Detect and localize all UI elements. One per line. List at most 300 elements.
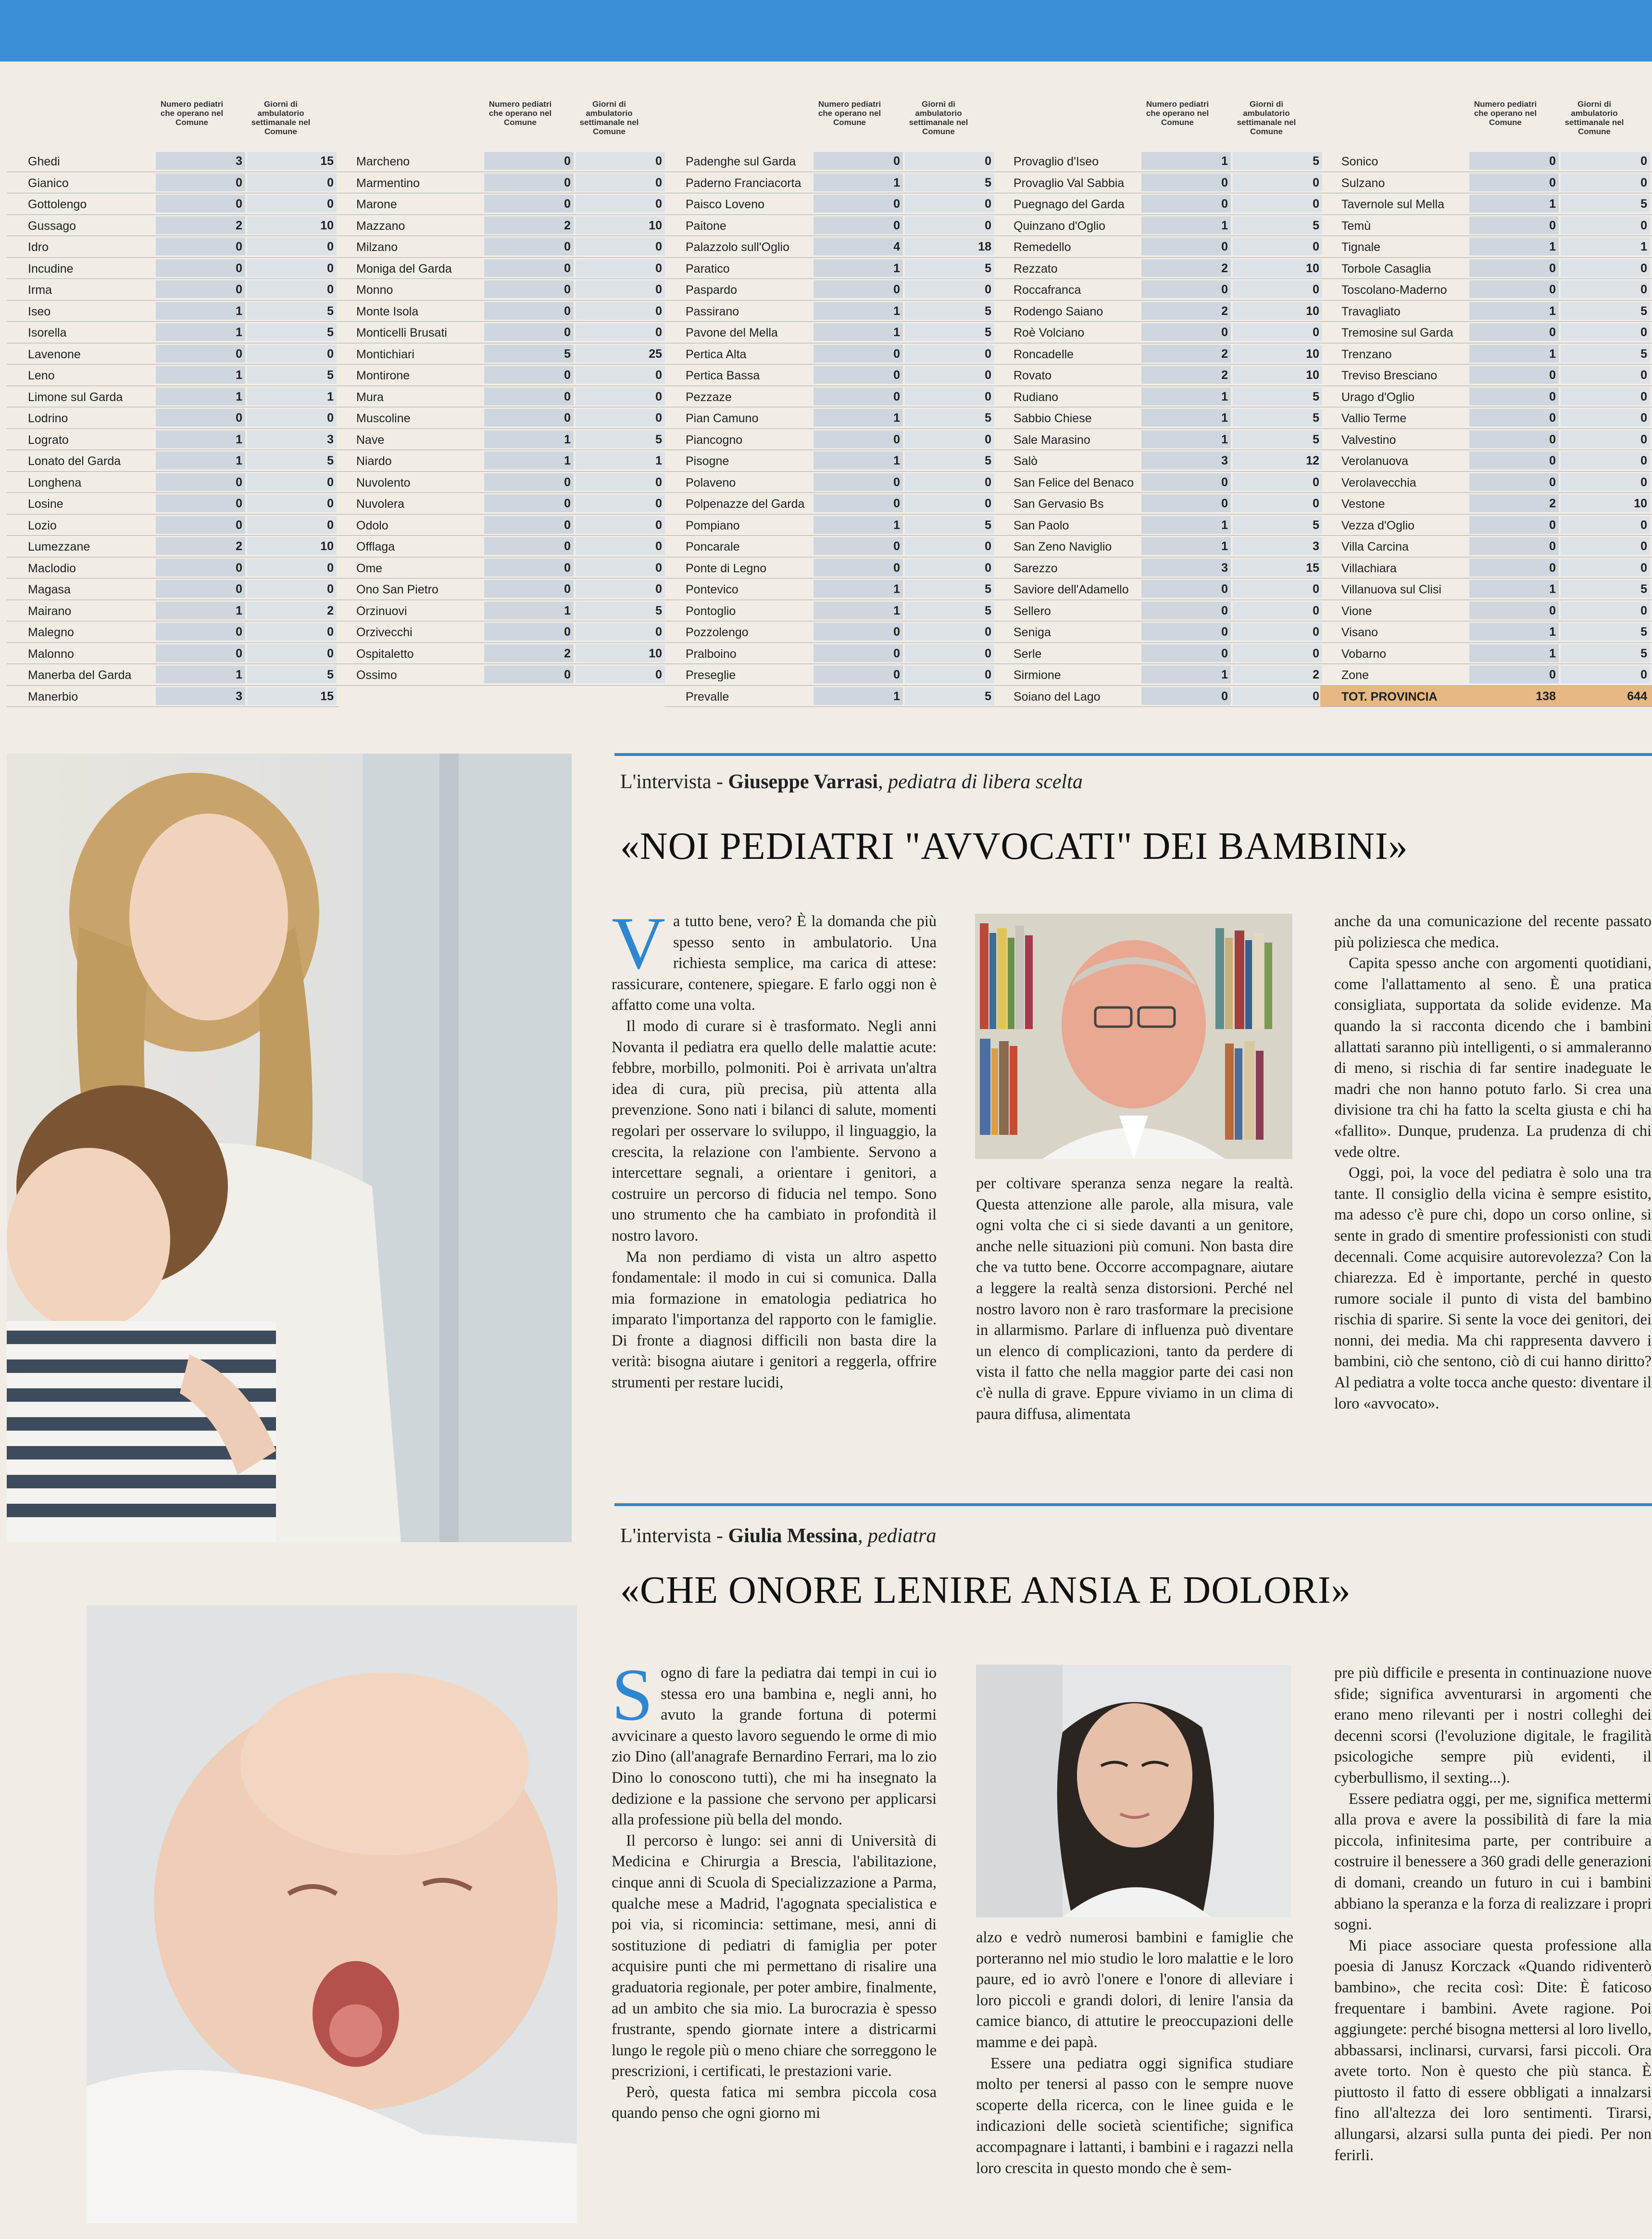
comune-name: Lozio <box>28 518 57 532</box>
comune-name: Vezza d'Oglio <box>1341 518 1415 532</box>
giorni-ambulatorio-value: 0 <box>655 411 662 425</box>
table-row <box>664 279 996 301</box>
top-color-band <box>0 0 1652 62</box>
table-row <box>335 258 667 279</box>
table-header <box>7 94 338 151</box>
table-row <box>664 365 996 386</box>
numero-pediatri-value: 0 <box>1549 540 1556 553</box>
numero-pediatri-value: 1 <box>893 518 900 532</box>
table-row <box>992 450 1324 472</box>
giorni-ambulatorio-value: 0 <box>1313 475 1319 489</box>
comune-name: Sabbio Chiese <box>1014 412 1092 425</box>
article2-dropcap: S <box>612 1653 653 1736</box>
giorni-ambulatorio-value: 0 <box>1313 240 1319 253</box>
article1-col3: anche da una comunicazione del recente passato più poliziesca che medica. Capita spesso anche con argomenti quotidiani, come l'allattamento al seno. È una pratica consigliata, supportata da solide evidenze. Ma quando la si racconta dicendo che i bambini allattati saranno più intelligenti, o si ammaleranno di meno, si rischia di far sentire inadeguate le madri che non hanno potuto farlo. Si crea una divisione tra chi ha fatto la scelta giusta e chi ha «fallito». Dunque, prudenza. La prudenza di chi vede oltre. Oggi, poi, la voce del pediatra è solo una tra tante. Il consiglio della vicina è sempre esistito, ma adesso c'è pure chi, dopo un corso online, si sente in grado di smentire professionisti con studi decennali. Come acquisire autorevolezza? Con la chiarezza. Ed è importante, perché in questo rumore sociale il punto di vista del bambino rischia di sparire. Si sente la voce dei genitori, dei nonni, dei media. Ma chi rappresenta davvero i bambini, ciò che sentono, ciò di cui hanno diritto? Al pediatra a volte tocca anche questo: diventare il loro «avvocato». <box>1334 913 1652 1412</box>
comune-name: Ossimo <box>356 668 397 682</box>
numero-pediatri-value: 1 <box>1221 432 1228 446</box>
varrasi-portrait <box>975 914 1292 1159</box>
giorni-ambulatorio-value: 5 <box>985 176 991 189</box>
comune-name: Padenghe sul Garda <box>686 155 796 168</box>
table-row <box>335 322 667 343</box>
comune-name: Sirmione <box>1014 668 1061 682</box>
numero-pediatri-value: 0 <box>893 154 900 168</box>
giorni-ambulatorio-value: 0 <box>655 475 662 489</box>
table-row <box>1320 193 1652 215</box>
comune-name: Muscoline <box>356 412 411 425</box>
numero-pediatri-value: 0 <box>1549 218 1556 232</box>
table-row <box>664 664 996 686</box>
comune-name: Gussago <box>28 219 76 233</box>
numero-pediatri-value: 2 <box>1221 347 1228 361</box>
comune-name: Paspardo <box>686 283 738 297</box>
comune-name: Idro <box>28 240 49 254</box>
numero-pediatri-value: 0 <box>564 540 571 553</box>
giorni-ambulatorio-value: 10 <box>320 218 334 232</box>
giorni-ambulatorio-value: 0 <box>655 668 662 681</box>
table-total-row <box>1320 686 1652 707</box>
comune-name: Lumezzane <box>28 540 90 553</box>
table-row <box>7 643 338 665</box>
giorni-ambulatorio-value: 0 <box>655 154 662 168</box>
numero-pediatri-value: 0 <box>1549 368 1556 382</box>
comune-name: Gianico <box>28 176 69 190</box>
numero-pediatri-value: 0 <box>1549 176 1556 189</box>
numero-pediatri-value: 0 <box>1549 390 1556 403</box>
numero-pediatri-value: 3 <box>236 689 242 703</box>
giorni-ambulatorio-value: 0 <box>985 646 991 660</box>
table-row <box>664 515 996 536</box>
comune-name: Temù <box>1341 219 1371 233</box>
table-row <box>335 407 667 429</box>
table-row <box>335 579 667 600</box>
numero-pediatri-value: 1 <box>236 304 242 318</box>
article2-col2: alzo e vedrò numerosi bambini e famiglie che porteranno nel mio studio le loro malattie e le loro paure, ed io avrò l'onere e l'onore di alleviare i loro piccoli e grandi dolori, di lenire l'ansia da camice bianco, di attutire le preoccupazioni delle mamme e dei papà. Essere una pediatra oggi significa studiare molto per tenersi al passo con le sempre nuove scoperte della ricerca, con le linee guida e le indicazioni delle società scientifiche; significa accompagnare i lattanti, i bambini e i ragazzi nella loro crescita in questo mondo che è sem- <box>976 1929 1293 2177</box>
comune-name: Salò <box>1014 454 1038 468</box>
table-row <box>335 450 667 472</box>
numero-pediatri-value: 0 <box>564 326 571 339</box>
giorni-ambulatorio-value: 5 <box>1313 154 1319 168</box>
giorni-ambulatorio-value: 5 <box>985 604 991 617</box>
table-row <box>7 151 338 172</box>
numero-pediatri-value: 0 <box>564 368 571 382</box>
giorni-ambulatorio-value: 0 <box>655 176 662 189</box>
giorni-ambulatorio-value: 0 <box>985 432 991 446</box>
numero-pediatri-value: 0 <box>236 176 242 189</box>
article1-col2: per coltivare speranza senza negare la realtà. Questa attenzione alle parole, alla misura, vale ogni volta che ci si siede davanti a un genitore, anche nelle situazioni più comuni. Non basta dire che va tutto bene. Occorre accompagnare, aiutare a leggere la realtà senza distorsioni. Perché nel nostro lavoro non è raro trasformare la precisione in allarmismo. Parlare di influenza può diventare un elenco di complicazioni, tanto da perdere di vista il fatto che nella maggior parte dei casi non c'è nulla di grave. Eppure viviamo in un clima di paura diffusa, alimentata <box>976 1175 1293 1423</box>
table-row <box>1320 600 1652 622</box>
article1-rule <box>614 753 1652 756</box>
numero-pediatri-value: 1 <box>893 326 900 339</box>
messina-portrait <box>976 1665 1291 1917</box>
article2-col1: S ogno di fare la pediatra dai tempi in cui io stessa ero una bambina e, negli anni, ho avuto la grande fortuna di potermi avvicinare a questo lavoro seguendo le orme di mio zio Dino (all'anagrafe Bernardino Ferrari, ma lo zio Dino lo conoscono tutti), che mi ha insegnato la dedizione e la passione che servono per applicarsi alla professione più bella del mondo. Il percorso è lungo: sei anni di Università di Medicina e Chirurgia a Brescia, l'abilitazione, cinque anni di Scuola di Specializzazione a Parma, qualche mese a Madrid, l'agognata specialistica e poi via, si ricomincia: settimane, mesi, anni di sostituzione di pediatri di famiglia per poter acquisire punti che mi permettano di risalire una graduatoria regionale, per poter ambire, finalmente, ad un ambito che sia mio. La burocrazia è spesso frustrante, spendo giornate intere a districarmi lungo le regole più o meno chiare che sorreggono le prescrizioni, i certificati, le prestazioni varie. Però, questa fatica mi sembra piccola cosa quando penso che ogni giorno mi <box>612 1653 937 2122</box>
numero-pediatri-value: 1 <box>564 604 571 617</box>
table-row <box>335 215 667 237</box>
table-row <box>335 279 667 301</box>
comune-name: Travagliato <box>1341 304 1401 318</box>
table-row <box>992 151 1324 172</box>
table-row <box>335 557 667 579</box>
comune-name: Pozzolengo <box>686 626 749 639</box>
giorni-ambulatorio-value: 10 <box>649 646 662 660</box>
giorni-ambulatorio-value: 0 <box>327 261 334 275</box>
table-row <box>335 343 667 365</box>
comune-name: Mura <box>356 390 384 404</box>
comune-name: Roccafranca <box>1014 283 1081 297</box>
comune-name: San Zeno Naviglio <box>1014 540 1112 553</box>
table-row <box>7 600 338 622</box>
numero-pediatri-value: 2 <box>1221 368 1228 382</box>
comune-name: San Paolo <box>1014 518 1069 532</box>
comune-name: Provaglio d'Iseo <box>1014 155 1099 168</box>
giorni-ambulatorio-value: 5 <box>1640 646 1647 660</box>
giorni-ambulatorio-value: 5 <box>327 368 334 382</box>
giorni-ambulatorio-value: 1 <box>1640 240 1647 253</box>
numero-pediatri-value: 0 <box>236 475 242 489</box>
table-row <box>664 236 996 258</box>
comune-name: Pavone del Mella <box>686 326 778 340</box>
numero-pediatri-value: 1 <box>236 390 242 403</box>
comune-name: Villa Carcina <box>1341 540 1409 553</box>
giorni-ambulatorio-value: 0 <box>985 561 991 575</box>
numero-pediatri-value: 0 <box>564 283 571 296</box>
giorni-ambulatorio-value: 5 <box>1313 518 1319 532</box>
comune-name: Pralboino <box>686 647 737 661</box>
article2-headline: «CHE ONORE LENIRE ANSIA E DOLORI» <box>620 1569 1351 1611</box>
numero-pediatri-value: 0 <box>1549 154 1556 168</box>
table-row <box>664 493 996 515</box>
comune-name: Toscolano-Maderno <box>1341 283 1447 297</box>
comune-name: Trenzano <box>1341 347 1392 361</box>
table-row <box>992 172 1324 194</box>
table-row <box>992 557 1324 579</box>
giorni-ambulatorio-value: 0 <box>1640 411 1647 425</box>
numero-pediatri-value: 0 <box>1549 261 1556 275</box>
numero-pediatri-value: 0 <box>893 218 900 232</box>
table-row <box>664 151 996 172</box>
comune-name: Zone <box>1341 668 1369 682</box>
comune-name: Seniga <box>1014 626 1051 639</box>
comune-name: Polaveno <box>686 476 736 490</box>
comune-name: Rudiano <box>1014 390 1059 404</box>
comune-name: Montirone <box>356 369 410 382</box>
comune-name: Iseo <box>28 304 51 318</box>
numero-pediatri-value: 1 <box>1221 411 1228 425</box>
giorni-ambulatorio-value: 5 <box>1313 390 1319 403</box>
comune-name: Vallio Terme <box>1341 412 1407 425</box>
giorni-ambulatorio-value: 5 <box>1640 582 1647 596</box>
numero-pediatri-value: 2 <box>236 540 242 553</box>
table-row <box>7 236 338 258</box>
table-row <box>335 515 667 536</box>
comune-name: Longhena <box>28 476 82 490</box>
comune-name: Marcheno <box>356 155 410 168</box>
table-row <box>335 301 667 322</box>
giorni-ambulatorio-value: 10 <box>320 540 334 553</box>
numero-pediatri-value: 3 <box>1221 561 1228 575</box>
table-row <box>664 472 996 493</box>
giorni-ambulatorio-value: 0 <box>1640 518 1647 532</box>
header-numero-pediatri: Numero pediatri che operano nel Comune <box>1474 100 1537 127</box>
giorni-ambulatorio-value: 0 <box>655 390 662 403</box>
giorni-ambulatorio-value: 5 <box>985 411 991 425</box>
giorni-ambulatorio-value: 0 <box>655 368 662 382</box>
giorni-ambulatorio-value: 5 <box>985 518 991 532</box>
numero-pediatri-value: 0 <box>236 582 242 596</box>
giorni-ambulatorio-value: 2 <box>327 604 334 617</box>
comune-name: Monte Isola <box>356 304 419 318</box>
comune-name: Roncadelle <box>1014 347 1074 361</box>
table-row <box>7 493 338 515</box>
table-row <box>664 643 996 665</box>
table-row <box>992 365 1324 386</box>
giorni-ambulatorio-value: 10 <box>1306 347 1319 361</box>
comune-name: Lograto <box>28 433 69 447</box>
giorni-ambulatorio-value: 0 <box>1640 176 1647 189</box>
comune-name: Monno <box>356 283 393 297</box>
header-numero-pediatri: Numero pediatri che operano nel Comune <box>818 100 881 127</box>
numero-pediatri-value: 0 <box>1221 326 1228 339</box>
table-row <box>1320 664 1652 686</box>
numero-pediatri-value: 0 <box>893 390 900 403</box>
giorni-ambulatorio-value: 12 <box>1306 454 1319 467</box>
table-row <box>664 686 996 707</box>
giorni-ambulatorio-value: 25 <box>649 347 662 361</box>
numero-pediatri-value: 1 <box>1221 540 1228 553</box>
numero-pediatri-value: 0 <box>564 497 571 510</box>
giorni-ambulatorio-value: 0 <box>1313 283 1319 296</box>
numero-pediatri-value: 0 <box>236 197 242 211</box>
comune-name: Villanuova sul Clisi <box>1341 583 1441 596</box>
numero-pediatri-value: 0 <box>1221 582 1228 596</box>
numero-pediatri-value: 0 <box>893 668 900 681</box>
table-row <box>664 557 996 579</box>
table-row <box>992 600 1324 622</box>
comune-name: Pian Camuno <box>686 412 759 425</box>
numero-pediatri-value: 1 <box>893 411 900 425</box>
comune-name: Sellero <box>1014 604 1051 618</box>
numero-pediatri-value: 0 <box>236 497 242 510</box>
numero-pediatri-value: 0 <box>564 304 571 318</box>
giorni-ambulatorio-value: 0 <box>1640 475 1647 489</box>
header-numero-pediatri: Numero pediatri che operano nel Comune <box>1146 100 1209 127</box>
comune-name: Pontoglio <box>686 604 736 618</box>
numero-pediatri-value: 0 <box>893 646 900 660</box>
giorni-ambulatorio-value: 0 <box>1313 197 1319 211</box>
table-row <box>335 386 667 408</box>
numero-pediatri-value: 0 <box>893 368 900 382</box>
numero-pediatri-value: 0 <box>564 390 571 403</box>
table-row <box>1320 515 1652 536</box>
numero-pediatri-value: 1 <box>236 432 242 446</box>
table-row <box>992 493 1324 515</box>
giorni-ambulatorio-value: 10 <box>1306 304 1319 318</box>
table-row <box>992 301 1324 322</box>
giorni-ambulatorio-value: 0 <box>327 240 334 253</box>
numero-pediatri-value: 0 <box>236 625 242 639</box>
table-row <box>992 407 1324 429</box>
giorni-ambulatorio-value: 5 <box>327 668 334 681</box>
numero-pediatri-value: 1 <box>893 604 900 617</box>
giorni-ambulatorio-value: 5 <box>985 689 991 703</box>
numero-pediatri-value: 1 <box>564 432 571 446</box>
table-row <box>335 172 667 194</box>
giorni-ambulatorio-value: 15 <box>320 154 334 168</box>
giorni-ambulatorio-value: 0 <box>985 668 991 681</box>
table-row <box>992 536 1324 557</box>
table-row <box>335 151 667 172</box>
numero-pediatri-value: 1 <box>236 604 242 617</box>
numero-pediatri-value: 0 <box>564 154 571 168</box>
comune-name: Vione <box>1341 604 1372 618</box>
table-row <box>1320 172 1652 194</box>
table-row <box>664 215 996 237</box>
comune-name: Verolavecchia <box>1341 476 1416 490</box>
table-row <box>7 429 338 451</box>
numero-pediatri-value: 0 <box>1221 497 1228 510</box>
giorni-ambulatorio-value: 0 <box>327 497 334 510</box>
giorni-ambulatorio-value: 15 <box>1306 561 1319 575</box>
numero-pediatri-value: 2 <box>236 218 242 232</box>
numero-pediatri-value: 1 <box>1549 625 1556 639</box>
numero-pediatri-value: 2 <box>1221 261 1228 275</box>
table-row <box>1320 643 1652 665</box>
giorni-ambulatorio-value: 0 <box>655 561 662 575</box>
table-row <box>335 536 667 557</box>
comune-name: Montichiari <box>356 347 414 361</box>
giorni-ambulatorio-value: 15 <box>320 689 334 703</box>
numero-pediatri-value: 0 <box>564 561 571 575</box>
numero-pediatri-value: 1 <box>1549 347 1556 361</box>
giorni-ambulatorio-value: 5 <box>985 261 991 275</box>
giorni-ambulatorio-value: 5 <box>985 582 991 596</box>
table-row <box>992 236 1324 258</box>
giorni-ambulatorio-value: 0 <box>1313 604 1319 617</box>
giorni-ambulatorio-value: 0 <box>655 261 662 275</box>
table-row <box>992 429 1324 451</box>
comune-name: Treviso Bresciano <box>1341 369 1438 382</box>
table-row <box>1320 429 1652 451</box>
numero-pediatri-value: 2 <box>1221 304 1228 318</box>
table-row <box>7 450 338 472</box>
numero-pediatri-value: 0 <box>236 283 242 296</box>
numero-pediatri-value: 1 <box>1221 154 1228 168</box>
giorni-ambulatorio-value: 0 <box>985 475 991 489</box>
numero-pediatri-value: 1 <box>1221 390 1228 403</box>
numero-pediatri-value: 1 <box>893 454 900 467</box>
giorni-ambulatorio-value: 0 <box>655 497 662 510</box>
table-row <box>664 322 996 343</box>
comune-name: Quinzano d'Oglio <box>1014 219 1106 233</box>
table-row <box>7 557 338 579</box>
comune-name: Limone sul Garda <box>28 390 123 404</box>
comune-name: Magasa <box>28 583 71 596</box>
giorni-ambulatorio-value: 0 <box>327 347 334 361</box>
table-row <box>7 686 338 707</box>
comune-name: Pisogne <box>686 454 729 468</box>
table-row <box>992 664 1324 686</box>
comune-name: Gottolengo <box>28 198 87 211</box>
numero-pediatri-value: 0 <box>236 347 242 361</box>
table-row <box>664 343 996 365</box>
numero-pediatri-value: 1 <box>1549 197 1556 211</box>
comune-name: Piancogno <box>686 433 743 447</box>
table-row <box>7 515 338 536</box>
numero-pediatri-value: 1 <box>564 454 571 467</box>
numero-pediatri-value: 0 <box>893 197 900 211</box>
giorni-ambulatorio-value: 0 <box>327 582 334 596</box>
comune-name: Puegnago del Garda <box>1014 198 1125 211</box>
table-row <box>7 386 338 408</box>
giorni-ambulatorio-value: 0 <box>1640 454 1647 467</box>
table-row <box>664 536 996 557</box>
numero-pediatri-value: 0 <box>1221 625 1228 639</box>
numero-pediatri-value: 0 <box>236 261 242 275</box>
table-row <box>1320 365 1652 386</box>
giorni-ambulatorio-value: 0 <box>655 540 662 553</box>
table-row <box>992 472 1324 493</box>
comune-name: Leno <box>28 369 55 382</box>
table-row <box>7 343 338 365</box>
table-row <box>335 600 667 622</box>
giorni-ambulatorio-value: 0 <box>1313 176 1319 189</box>
table-row <box>992 322 1324 343</box>
table-row <box>992 686 1324 707</box>
comune-name: Maclodio <box>28 561 76 575</box>
table-row <box>1320 279 1652 301</box>
table-row <box>664 429 996 451</box>
numero-pediatri-value: 0 <box>564 518 571 532</box>
giorni-ambulatorio-value: 0 <box>1313 497 1319 510</box>
giorni-ambulatorio-value: 5 <box>327 454 334 467</box>
giorni-ambulatorio-value: 5 <box>1313 218 1319 232</box>
article1-col1: V a tutto bene, vero? È la domanda che più spesso sento in ambulatorio. Una richiesta semplice, ma carica di attese: rassicurare, contenere, spiegare. E farlo oggi non è affatto come una volta. Il modo di curare si è trasformato. Negli anni Novanta il pediatra era quello delle malattie acute: febbre, morbillo, polmoniti. Poi è arrivata un'altra idea di cura, più precisa, più attenta alla prevenzione. Sono nati i bilanci di salute, momenti regolari per osservare lo sviluppo, il linguaggio, la crescita, la relazione con l'ambiente. Servono a intercettare segnali, a orientare i genitori, a costruire un percorso di fiducia nel tempo. Sono uno strumento che ha cambiato in profondità il nostro lavoro. Ma non perdiamo di vista un altro aspetto fondamentale: il modo in cui si comunica. Dalla mia formazione in ematologia pediatrica ho imparato l'importanza del rapporto con le famiglie. Di fronte a diagnosi difficili non basta dire la verità: bisogna aiutare i genitori a reggerla, offrire strumenti per restare lucidi, <box>612 902 937 1392</box>
numero-pediatri-value: 0 <box>564 582 571 596</box>
giorni-ambulatorio-value: 0 <box>1640 432 1647 446</box>
table-row <box>1320 579 1652 600</box>
comune-name: Lonato del Garda <box>28 454 121 468</box>
giorni-ambulatorio-value: 0 <box>1640 390 1647 403</box>
giorni-ambulatorio-value: 0 <box>985 540 991 553</box>
table-row <box>1320 151 1652 172</box>
header-giorni-ambulatorio: Giorni di ambulatorio settimanale nel Comune <box>909 100 968 136</box>
table-row <box>1320 493 1652 515</box>
giorni-ambulatorio-value: 3 <box>327 432 334 446</box>
comune-name: Soiano del Lago <box>1014 690 1101 704</box>
giorni-ambulatorio-value: 5 <box>1640 625 1647 639</box>
comune-name: Remedello <box>1014 240 1071 254</box>
giorni-ambulatorio-value: 0 <box>1640 326 1647 339</box>
table-row <box>335 236 667 258</box>
giorni-ambulatorio-value: 0 <box>1640 561 1647 575</box>
comune-name: Prevalle <box>686 690 729 704</box>
comune-name: Tremosine sul Garda <box>1341 326 1453 340</box>
numero-pediatri-value: 0 <box>564 625 571 639</box>
numero-pediatri-value: 0 <box>564 411 571 425</box>
comune-name: Marone <box>356 198 397 211</box>
numero-pediatri-value: 0 <box>564 176 571 189</box>
giorni-ambulatorio-value: 5 <box>655 432 662 446</box>
numero-pediatri-value: 0 <box>1549 561 1556 575</box>
numero-pediatri-value: 0 <box>1549 326 1556 339</box>
comune-name: Pontevico <box>686 583 738 596</box>
numero-pediatri-value: 0 <box>236 561 242 575</box>
giorni-ambulatorio-value: 0 <box>985 197 991 211</box>
numero-pediatri-value: 0 <box>1221 604 1228 617</box>
table-row <box>335 429 667 451</box>
table-row <box>992 215 1324 237</box>
table-column <box>992 94 1324 704</box>
comune-name: Tavernole sul Mella <box>1341 198 1444 211</box>
